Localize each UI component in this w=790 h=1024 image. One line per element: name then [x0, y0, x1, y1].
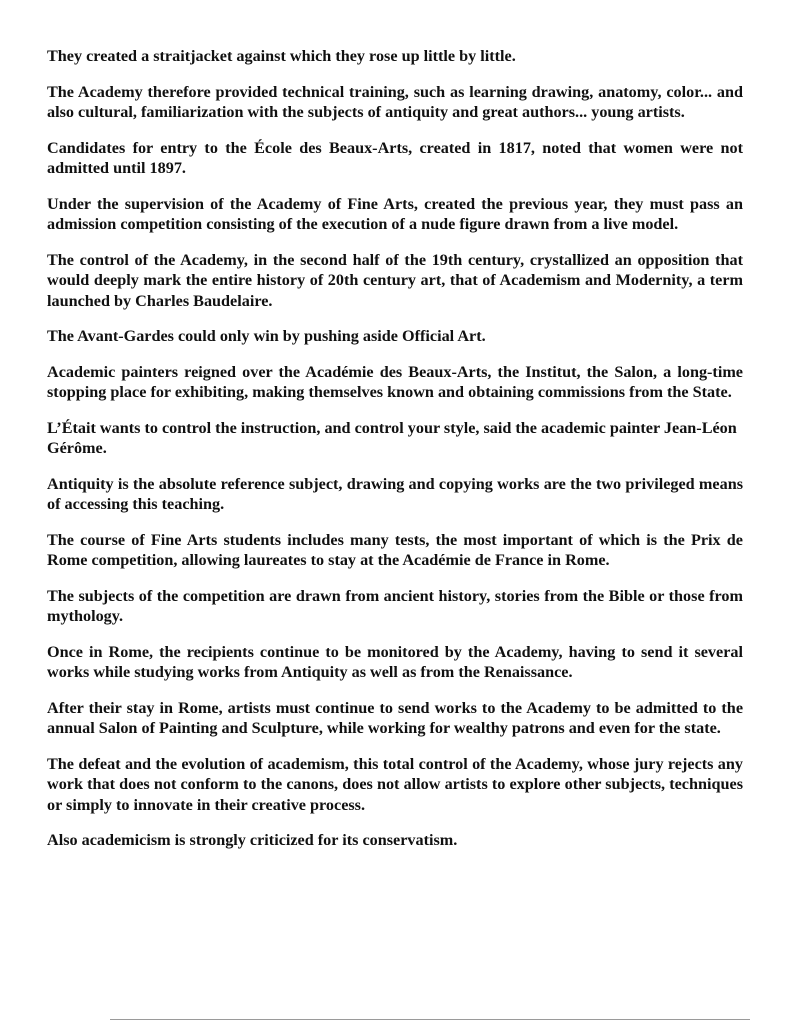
paragraph-2: The Academy therefore provided technical training, such as learning drawing, anatomy, color... and also cultural, familiarization with the subjects of antiquity and great authors... young artists. — [47, 82, 743, 121]
paragraph-8: L’Était wants to control the instruction, and control your style, said the academic painter Jean-Léon Gérôme. — [47, 418, 737, 457]
paragraph-3: Candidates for entry to the École des Beaux-Arts, created in 1817, noted that women were not admitted until 1897. — [47, 138, 743, 177]
paragraph-13: After their stay in Rome, artists must continue to send works to the Academy to be admitted to the annual Salon of Painting and Sculpture, while working for wealthy patrons and even for the state. — [47, 698, 743, 737]
paragraph-10: The course of Fine Arts students includes many tests, the most important of which is the Prix de Rome competition, allowing laureates to stay at the Académie de France in Rome. — [47, 530, 743, 569]
paragraph-15: Also academicism is strongly criticized for its conservatism. — [47, 831, 458, 849]
document-page — [47, 46, 743, 866]
paragraph-6: The Avant-Gardes could only win by pushing aside Official Art. — [47, 327, 486, 345]
paragraph-11: The subjects of the competition are drawn from ancient history, stories from the Bible or those from mythology. — [47, 586, 743, 625]
paragraph-1: They created a straitjacket against which they rose up little by little. — [47, 47, 516, 65]
paragraph-9: Antiquity is the absolute reference subject, drawing and copying works are the two privileged means of accessing this teaching. — [47, 474, 743, 513]
paragraph-4: Under the supervision of the Academy of Fine Arts, created the previous year, they must pass an admission competition consisting of the execution of a nude figure drawn from a live model. — [47, 194, 743, 233]
bottom-divider — [110, 1019, 750, 1020]
paragraph-12: Once in Rome, the recipients continue to be monitored by the Academy, having to send it several works while studying works from Antiquity as well as from the Renaissance. — [47, 642, 743, 681]
paragraph-5: The control of the Academy, in the second half of the 19th century, crystallized an opposition that would deeply mark the entire history of 20th century art, that of Academism and Modernity, a term launched by Charles Baudelaire. — [47, 250, 743, 310]
paragraph-14: The defeat and the evolution of academism, this total control of the Academy, whose jury rejects any work that does not conform to the canons, does not allow artists to explore other subjects, techniques or simply to innovate in their creative process. — [47, 754, 743, 814]
paragraph-7: Academic painters reigned over the Académie des Beaux-Arts, the Institut, the Salon, a long-time stopping place for exhibiting, making themselves known and obtaining commissions from the State. — [47, 362, 743, 401]
